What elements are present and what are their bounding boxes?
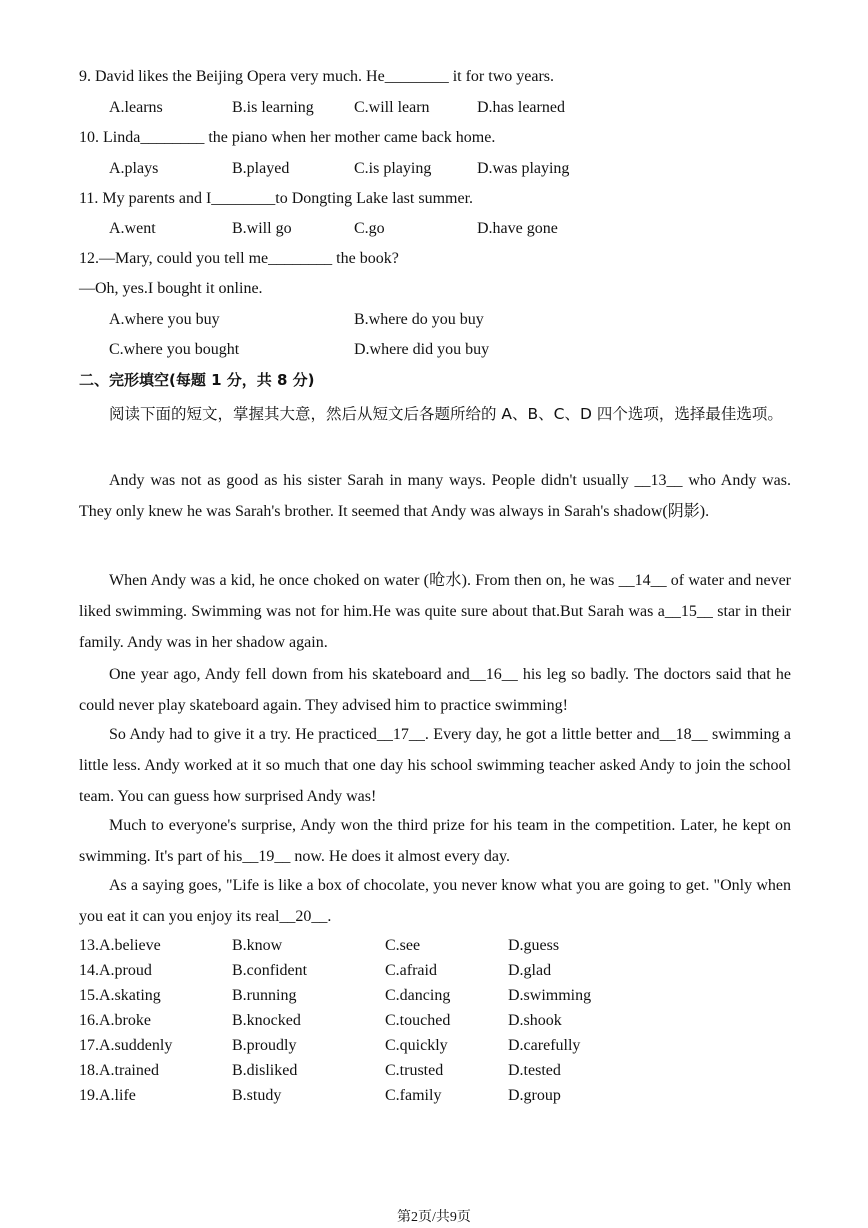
- cloze-option: 19.A.life: [79, 1087, 136, 1104]
- passage-paragraph-6: As a saying goes, "Life is like a box of chocolate, you never know what you are going to get. "Only when you eat it can you enjoy its real__20__.: [79, 877, 791, 925]
- cloze-option-row: [79, 960, 679, 982]
- page-number: 第2页/共9页: [397, 1210, 471, 1225]
- question-9-stem: 9. David likes the Beijing Opera very much. He________ it for two years.: [79, 68, 554, 85]
- question-12-option-d: D.where did you buy: [354, 341, 490, 358]
- cloze-option: B.disliked: [232, 1062, 298, 1079]
- question-11-option-d: D.have gone: [477, 220, 558, 237]
- question-10-option-a: A.plays: [109, 160, 159, 177]
- cloze-option-row: [79, 1035, 679, 1057]
- passage-paragraph-5: Much to everyone's surprise, Andy won the third prize for his team in the competition. Later, he kept on swimming. It's part of his__19__ now. He does it almost every day.: [79, 817, 791, 865]
- cloze-option: D.guess: [508, 937, 560, 954]
- question-11-option-a: A.went: [109, 220, 156, 237]
- cloze-option-row: [79, 1010, 679, 1032]
- question-10-option-c: C.is playing: [354, 160, 432, 177]
- question-11-option-b: B.will go: [232, 220, 292, 237]
- cloze-option: C.see: [385, 937, 421, 954]
- question-12-option-c: C.where you bought: [109, 341, 240, 358]
- section-2-instruction: 阅读下面的短文，掌握其大意，然后从短文后各题所给的 A、B、C、D 四个选项，选择最佳选项。: [109, 405, 783, 423]
- question-12-option-a: A.where you buy: [109, 311, 220, 328]
- cloze-option: B.confident: [232, 962, 308, 979]
- cloze-option: 14.A.proud: [79, 962, 152, 979]
- cloze-option: D.group: [508, 1087, 561, 1104]
- question-10-option-d: D.was playing: [477, 160, 570, 177]
- passage-paragraph-4: So Andy had to give it a try. He practiced__17__. Every day, he got a little better and__18__ swimming a little less. Andy worked at it so much that one day his school swimming teacher asked Andy to join the school team. You can guess how surprised Andy was!: [79, 726, 791, 805]
- cloze-option: 17.A.suddenly: [79, 1037, 173, 1054]
- cloze-option: 16.A.broke: [79, 1012, 151, 1029]
- cloze-option-row: [79, 1085, 679, 1107]
- passage-paragraph-1: Andy was not as good as his sister Sarah in many ways. People didn't usually __13__ who Andy was. They only knew he was Sarah's brother. It seemed that Andy was always in Sarah's shadow(阴影).: [79, 472, 791, 520]
- cloze-option: D.glad: [508, 962, 552, 979]
- cloze-option-row: [79, 985, 679, 1007]
- question-9-option-b: B.is learning: [232, 99, 314, 116]
- question-10-stem: 10. Linda________ the piano when her mother came back home.: [79, 129, 496, 146]
- question-11-option-c: C.go: [354, 220, 385, 237]
- cloze-option: C.quickly: [385, 1037, 448, 1054]
- question-12-reply: —Oh, yes.I bought it online.: [79, 280, 263, 297]
- cloze-option: B.study: [232, 1087, 282, 1104]
- question-9-option-d: D.has learned: [477, 99, 565, 116]
- passage-paragraph-2: When Andy was a kid, he once choked on water (呛水). From then on, he was __14__ of water and never liked swimming. Swimming was not for him.He was quite sure about that.But Sarah was a__15__ star in their family. Andy was in her shadow again.: [79, 572, 791, 651]
- cloze-option: C.dancing: [385, 987, 451, 1004]
- cloze-option-row: [79, 935, 679, 957]
- cloze-option: B.proudly: [232, 1037, 297, 1054]
- cloze-option: 18.A.trained: [79, 1062, 159, 1079]
- cloze-option: B.running: [232, 987, 297, 1004]
- cloze-option: D.shook: [508, 1012, 562, 1029]
- cloze-option: C.touched: [385, 1012, 451, 1029]
- cloze-option: C.trusted: [385, 1062, 444, 1079]
- question-12-stem: 12.—Mary, could you tell me________ the book?: [79, 250, 399, 267]
- section-2-title: 二、完形填空(每题 1 分，共 8 分): [79, 371, 315, 389]
- cloze-option: 13.A.believe: [79, 937, 161, 954]
- cloze-option: 15.A.skating: [79, 987, 161, 1004]
- cloze-option: C.afraid: [385, 962, 437, 979]
- cloze-option: C.family: [385, 1087, 442, 1104]
- question-9-option-a: A.learns: [109, 99, 163, 116]
- cloze-option-row: [79, 1060, 679, 1082]
- cloze-option: D.carefully: [508, 1037, 581, 1054]
- question-11-stem: 11. My parents and I________to Dongting Lake last summer.: [79, 190, 474, 207]
- cloze-option: B.knocked: [232, 1012, 301, 1029]
- passage-paragraph-3: One year ago, Andy fell down from his skateboard and__16__ his leg so badly. The doctors said that he could never play skateboard again. They advised him to practice swimming!: [79, 666, 791, 714]
- cloze-option: D.swimming: [508, 987, 592, 1004]
- question-9-option-c: C.will learn: [354, 99, 430, 116]
- cloze-option: B.know: [232, 937, 283, 954]
- question-10-option-b: B.played: [232, 160, 290, 177]
- cloze-option: D.tested: [508, 1062, 561, 1079]
- question-12-option-b: B.where do you buy: [354, 311, 484, 328]
